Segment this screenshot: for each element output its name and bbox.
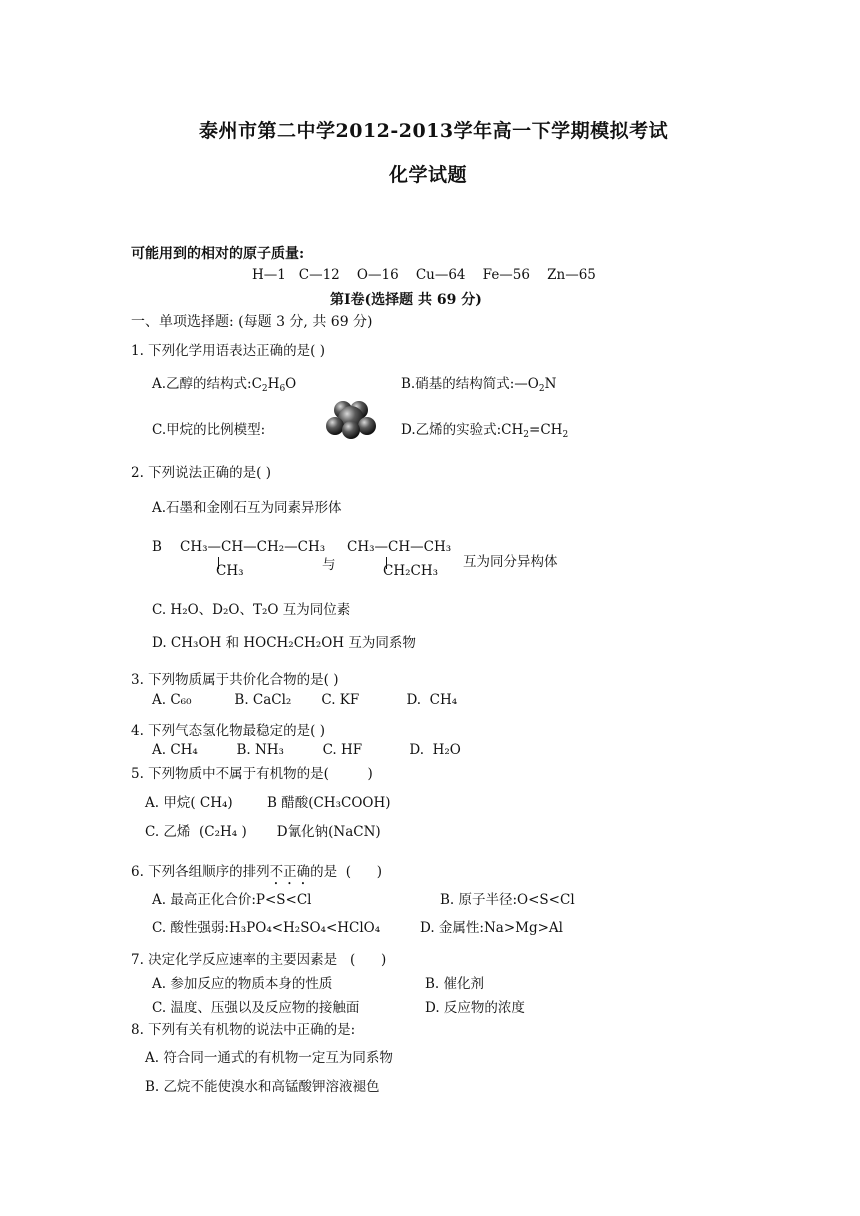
question-6-stem xyxy=(131,860,382,888)
question-5-options-cd: C. 乙烯 (C₂H₄ ) D氰化钠(NaCN) xyxy=(145,824,381,840)
question-2-stem: 2. 下列说法正确的是( ) xyxy=(131,465,271,481)
question-2-option-a: A.石墨和金刚石互为同素异形体 xyxy=(152,500,342,516)
question-1-option-a: A.乙醇的结构式$:C_2H_6O$ xyxy=(152,376,297,394)
question-8-option-a: A. 符合同一通式的有机物一定互为同系物 xyxy=(145,1050,393,1066)
question-8-stem: 8. 下列有关有机物的说法中正确的是: xyxy=(131,1022,356,1038)
question-4-stem: 4. 下列气态氢化物最稳定的是( ) xyxy=(131,723,325,739)
question-1-stem: 1. 下列化学用语表达正确的是( ) xyxy=(131,343,325,359)
q2-formula-connector: 与 xyxy=(322,557,336,573)
question-3-options: A. C₆₀ B. CaCl₂ C. KF D. CH₄ xyxy=(152,692,458,708)
q6-stem-pre: 6. 下列各组顺序的排列 xyxy=(131,864,270,880)
question-6-option-a: A. 最高正化合价:P<S<Cl xyxy=(152,892,312,908)
q6-stem-emphasis: 不正确 xyxy=(269,864,311,880)
question-7-stem: 7. 决定化学反应速率的主要因素是 ( ) xyxy=(131,952,387,968)
q2-option-b-conclusion: 互为同分异构体 xyxy=(463,554,558,570)
atomic-mass-label: 可能用到的相对的原子质量: xyxy=(131,246,305,262)
part-one-heading: 一、单项选择题: (每题 3 分, 共 69 分) xyxy=(131,314,373,330)
question-1-option-d: D.乙烯的实验式$:CH_2=CH_2$ xyxy=(401,422,569,440)
question-7-option-d: D. 反应物的浓度 xyxy=(425,1000,525,1016)
question-4-options: A. CH₄ B. NH₃ C. HF D. H₂O xyxy=(152,742,461,758)
methane-model-icon xyxy=(323,398,379,440)
q1-b-text: B.硝基的结构简式:—O xyxy=(401,376,539,392)
question-2-option-c: C. H₂O、D₂O、T₂O 互为同位素 xyxy=(152,602,351,618)
q1-d-text: D.乙烯的实验式:CH xyxy=(401,422,524,438)
section-header: 第Ⅰ卷(选择题 共 69 分) xyxy=(330,292,482,308)
question-3-stem: 3. 下列物质属于共价化合物的是( ) xyxy=(131,672,339,688)
question-1-option-c: C.甲烷的比例模型: xyxy=(152,422,266,438)
q6-stem-post: 的是 ( ) xyxy=(310,864,383,880)
question-5-stem: 5. 下列物质中不属于有机物的是( ) xyxy=(131,766,373,782)
question-7-option-c: C. 温度、压强以及反应物的接触面 xyxy=(152,1000,360,1016)
q2-formula-2-branch: CH₂CH₃ xyxy=(383,563,439,579)
question-6-option-c: C. 酸性强弱:H₃PO₄<H₂SO₄<HClO₄ xyxy=(152,920,381,936)
question-1-option-b: B.硝基的结构简式$:—O_2N$ xyxy=(401,376,557,394)
question-7-option-a: A. 参加反应的物质本身的性质 xyxy=(152,976,333,992)
question-8-option-b: B. 乙烷不能使溴水和高锰酸钾溶液褪色 xyxy=(145,1079,380,1095)
q2-formula-1-main: CH₃—CH—CH₂—CH₃ xyxy=(180,539,326,555)
question-6-option-b: B. 原子半径:O<S<Cl xyxy=(440,892,575,908)
q1-a-text: A.乙醇的结构式:C xyxy=(152,376,262,392)
question-5-options-ab: A. 甲烷( CH₄) B 醋酸(CH₃COOH) xyxy=(145,795,391,811)
q2-formula-1-branch: CH₃ xyxy=(216,563,244,579)
question-7-option-b: B. 催化剂 xyxy=(425,976,485,992)
atomic-mass-values: H—1 C—12 O—16 Cu—64 Fe—56 Zn—65 xyxy=(252,267,596,283)
exam-subtitle: 化学试题 xyxy=(389,164,468,186)
question-6-option-d: D. 金属性:Na>Mg>Al xyxy=(420,920,563,936)
q2-formula-2-main: CH₃—CH—CH₃ xyxy=(347,539,452,555)
question-2-option-d: D. CH₃OH 和 HOCH₂CH₂OH 互为同系物 xyxy=(152,635,416,651)
question-2-option-b-label: B xyxy=(152,539,162,555)
exam-title: 泰州市第二中学2012-2013学年高一下学期模拟考试 xyxy=(199,120,669,142)
